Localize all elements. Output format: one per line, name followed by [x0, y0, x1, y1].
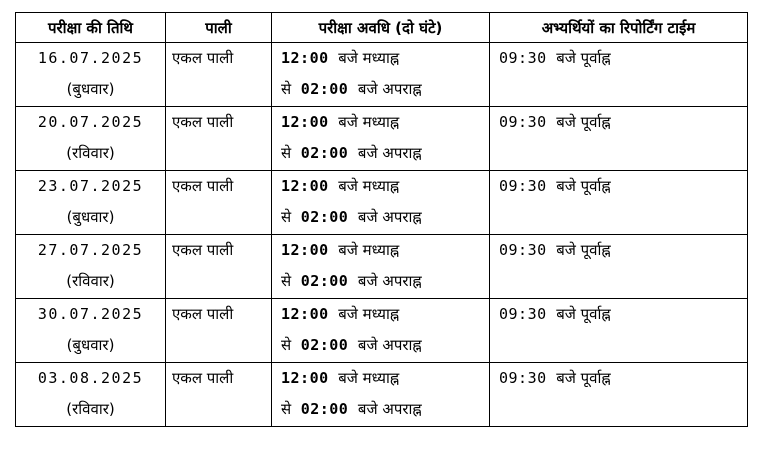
exam-date: 23.07.2025: [37, 177, 144, 195]
end-time: 02:00: [300, 272, 349, 290]
duration-end: [281, 330, 489, 361]
duration-end: [281, 138, 489, 169]
duration-start: [281, 363, 489, 394]
shift-cell: [166, 363, 272, 427]
date-cell: [16, 107, 166, 171]
table-row: [16, 235, 748, 299]
shift-label: एकल पाली: [172, 177, 234, 195]
reporting-cell: [490, 171, 748, 235]
reporting-time: [499, 43, 747, 74]
duration-end: [281, 202, 489, 233]
reporting-time: [499, 107, 747, 138]
shift-cell: [166, 43, 272, 107]
start-suffix: बजे मध्याह्न: [338, 369, 400, 387]
table-row: [16, 363, 748, 427]
exam-date: 20.07.2025: [37, 113, 144, 131]
report-suffix: बजे पूर्वाह्न: [556, 177, 611, 195]
shift-cell: [166, 107, 272, 171]
end-prefix: से: [281, 272, 292, 290]
end-prefix: से: [281, 80, 292, 98]
shift-label: एकल पाली: [172, 241, 234, 259]
start-suffix: बजे मध्याह्न: [338, 241, 400, 259]
report-time-value: 09:30: [499, 369, 547, 387]
header-exam-date: परीक्षा की तिथि: [16, 13, 166, 43]
reporting-time: [499, 299, 747, 330]
reporting-time: [499, 363, 747, 394]
date-cell: [16, 235, 166, 299]
exam-date: 03.08.2025: [37, 369, 144, 387]
duration-start: [281, 299, 489, 330]
end-prefix: से: [281, 144, 292, 162]
table-body: [16, 43, 748, 427]
exam-date: 27.07.2025: [37, 241, 144, 259]
duration-cell: [272, 43, 490, 107]
report-suffix: बजे पूर्वाह्न: [556, 49, 611, 67]
end-suffix: बजे अपराह्न: [357, 80, 422, 98]
report-time-value: 09:30: [499, 49, 547, 67]
duration-cell: [272, 363, 490, 427]
start-time: 12:00: [281, 113, 329, 131]
start-suffix: बजे मध्याह्न: [338, 113, 400, 131]
report-suffix: बजे पूर्वाह्न: [556, 113, 611, 131]
duration-cell: [272, 107, 490, 171]
table-row: [16, 107, 748, 171]
exam-date: 16.07.2025: [37, 49, 144, 67]
report-time-value: 09:30: [499, 177, 547, 195]
end-time: 02:00: [300, 144, 349, 162]
shift-label: एकल पाली: [172, 369, 234, 387]
header-row: [16, 13, 748, 43]
reporting-cell: [490, 107, 748, 171]
shift-label: एकल पाली: [172, 113, 234, 131]
reporting-cell: [490, 235, 748, 299]
exam-day: (रविवार): [66, 272, 115, 290]
duration-start: [281, 171, 489, 202]
end-time: 02:00: [300, 336, 349, 354]
reporting-time: [499, 171, 747, 202]
shift-cell: [166, 171, 272, 235]
report-time-value: 09:30: [499, 113, 547, 131]
report-suffix: बजे पूर्वाह्न: [556, 369, 611, 387]
end-time: 02:00: [300, 80, 349, 98]
start-time: 12:00: [281, 177, 329, 195]
end-time: 02:00: [300, 208, 349, 226]
exam-day: (बुधवार): [66, 80, 115, 98]
start-time: 12:00: [281, 369, 329, 387]
end-suffix: बजे अपराह्न: [357, 336, 422, 354]
shift-cell: [166, 235, 272, 299]
date-cell: [16, 171, 166, 235]
exam-schedule-table: [15, 12, 748, 427]
report-time-value: 09:30: [499, 241, 547, 259]
end-suffix: बजे अपराह्न: [357, 208, 422, 226]
reporting-cell: [490, 299, 748, 363]
reporting-cell: [490, 363, 748, 427]
table-row: [16, 43, 748, 107]
start-suffix: बजे मध्याह्न: [338, 305, 400, 323]
start-time: 12:00: [281, 49, 329, 67]
duration-start: [281, 107, 489, 138]
duration-cell: [272, 299, 490, 363]
duration-end: [281, 74, 489, 105]
exam-date: 30.07.2025: [37, 305, 144, 323]
exam-day: (बुधवार): [66, 208, 115, 226]
header-reporting-time: अभ्यर्थियों का रिपोर्टिंग टाईम: [490, 13, 748, 43]
duration-cell: [272, 235, 490, 299]
start-time: 12:00: [281, 305, 329, 323]
table-row: [16, 299, 748, 363]
duration-start: [281, 43, 489, 74]
shift-label: एकल पाली: [172, 49, 234, 67]
start-suffix: बजे मध्याह्न: [338, 177, 400, 195]
exam-day: (रविवार): [66, 400, 115, 418]
end-suffix: बजे अपराह्न: [357, 400, 422, 418]
end-prefix: से: [281, 336, 292, 354]
header-shift: पाली: [166, 13, 272, 43]
end-suffix: बजे अपराह्न: [357, 144, 422, 162]
report-time-value: 09:30: [499, 305, 547, 323]
start-suffix: बजे मध्याह्न: [338, 49, 400, 67]
report-suffix: बजे पूर्वाह्न: [556, 305, 611, 323]
duration-start: [281, 235, 489, 266]
end-time: 02:00: [300, 400, 349, 418]
reporting-time: [499, 235, 747, 266]
duration-end: [281, 266, 489, 297]
start-time: 12:00: [281, 241, 329, 259]
exam-day: (रविवार): [66, 144, 115, 162]
table-row: [16, 171, 748, 235]
end-suffix: बजे अपराह्न: [357, 272, 422, 290]
date-cell: [16, 299, 166, 363]
duration-end: [281, 394, 489, 425]
reporting-cell: [490, 43, 748, 107]
exam-day: (बुधवार): [66, 336, 115, 354]
date-cell: [16, 363, 166, 427]
shift-label: एकल पाली: [172, 305, 234, 323]
shift-cell: [166, 299, 272, 363]
end-prefix: से: [281, 400, 292, 418]
table-header: [16, 13, 748, 43]
header-exam-duration: परीक्षा अवधि (दो घंटे): [272, 13, 490, 43]
report-suffix: बजे पूर्वाह्न: [556, 241, 611, 259]
duration-cell: [272, 171, 490, 235]
date-cell: [16, 43, 166, 107]
end-prefix: से: [281, 208, 292, 226]
